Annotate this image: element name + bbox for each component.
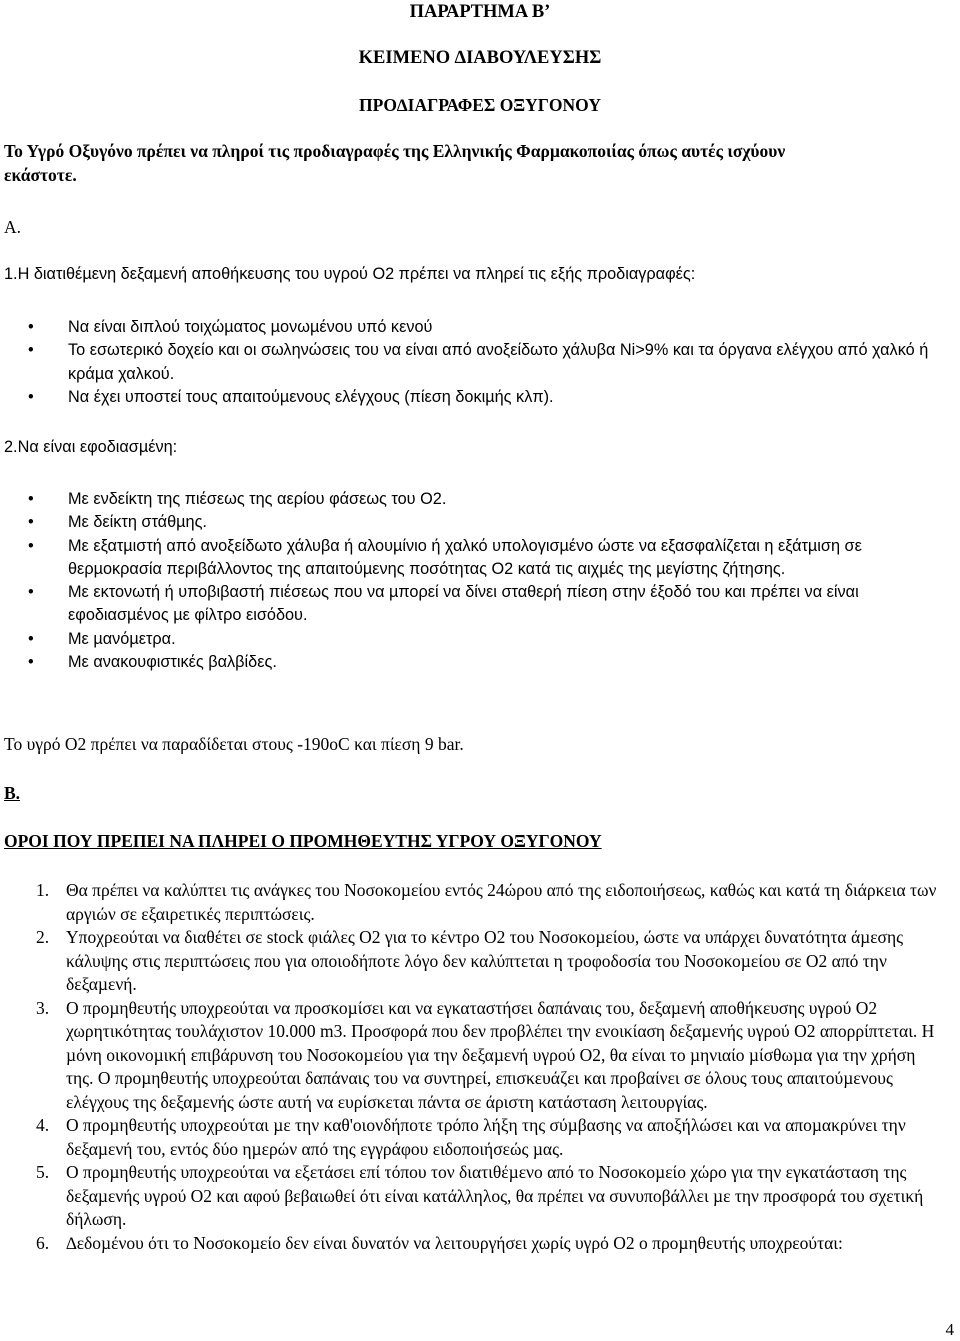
list-item: 4. Ο προµηθευτής υποχρεούται µε την καθ'οιονδήποτε τρόπο λήξη της σύµβασης να αποξήλώσει και να αποµακρύνει την δεξαµενή του, εντός δύο ηµερών από της εγγράφου ειδοποιήσεώς µας. (36, 1115, 906, 1159)
list-item: • Με ενδείκτη της πιέσεως της αερίου φάσεως του Ο2. (28, 488, 938, 511)
section-b-title: ΟΡΟΙ ΠΟΥ ΠΡΕΠΕΙ ΝΑ ΠΛΗΡΕΙ Ο ΠΡΟΜΗΘΕΥΤΗΣ ΥΓΡΟΥ ΟΞΥΓΟΝΟΥ (4, 831, 602, 851)
bullet-icon: • (28, 653, 34, 672)
bullet-icon: • (28, 318, 34, 336)
section-a-label: Α. (4, 217, 22, 237)
list-item: • Να είναι διπλού τοιχώµατος µονωµένου υπό κενού (28, 316, 938, 339)
document-title: ΚΕΙΜΕΝΟ ∆ΙΑΒΟΥΛΕΥΣΗΣ (358, 48, 602, 68)
list-item: 1. Θα πρέπει να καλύπτει τις ανάγκες του Νοσοκοµείου εντός 24ώρου από της ειδοποιήσεως, καθώς και κατά τη διάρκεια των αργιών σε εξαιρετικές περιπτώσεις. (36, 880, 937, 924)
list-item: • Με µανόµετρα. (28, 628, 938, 651)
section-b-label: Β. (4, 783, 21, 803)
list-item: 2. Υποχρεούται να διαθέτει σε stock φιάλες Ο2 για το κέντρο Ο2 του Νοσοκοµείου, ώστε να υπάρχει δυνατότητα άµεσης κάλυψης στις περιπτώσεις που για οποιοδήποτε λόγο δεν καλύπτεται η τροφοδοσία του Νοσοκοµείου σε Ο2 από την δεξαµενή. (36, 927, 904, 994)
bullet-icon: • (28, 629, 34, 648)
list-item: • Το εσωτερικό δοχείο και οι σωληνώσεις του να είναι από ανοξείδωτο χάλυβα Ni>9% και τα όργανα ελέγχου από χαλκό ή κράµα χαλκού. (28, 341, 929, 383)
bullet-icon: • (28, 583, 34, 602)
list-item: 3. Ο προµηθευτής υποχρεούται να προσκοµίσει και να εγκαταστήσει δαπάναις του, δεξαµενή αποθήκευσης υγρού Ο2 χωρητικότητας τουλάχιστον 10.000 m3. Προσφορά που δεν προβλέπει την ενοικίαση δεξαµενής υγρού Ο2 απορρίπτεται. Η µόνη οικονοµική επιβάρυνση του Νοσοκοµείου για την δεξαµενή υγρού Ο2, θα είναι το µηνιαίο µίσθωµα για την χρήση της. Ο προµηθευτής υποχρεούται δαπάναις του να συντηρεί, επισκευάζει και προβαίνει σε όλους τους απαιτούµενους ελέγχους της δεξαµενής ώστε αυτή να ευρίσκεται πάντα σε άριστη κατάσταση λειτουργίας. (36, 997, 935, 1112)
list-item: 5. Ο προµηθευτής υποχρεούται να εξετάσει επί τόπου τον διατιθέµενο από το Νοσοκοµείο χώρο για την εγκατάσταση της δεξαµενής υγρού Ο2 και αφού βεβαιωθεί ότι είναι κατάλληλος, θα πρέπει να συνυποβάλλει µε την προσφορά του σχετική δήλωση. (36, 1162, 924, 1229)
list-item: • Να έχει υποστεί τους απαιτούµενους ελέγχους (πίεση δοκιµής κλπ). (28, 386, 938, 409)
intro-line-2: εκάστοτε. (4, 165, 77, 185)
page-number: 4 (945, 1320, 954, 1339)
intro-line-1: Το Υγρό Οξυγόνο πρέπει να πληροί τις προδιαγραφές της Ελληνικής Φαρµακοποιίας όπως αυτές ισχύουν (4, 141, 786, 161)
bullet-icon: • (28, 341, 34, 360)
list-item: • Με εκτονωτή ή υποβιβαστή πιέσεως που να µπορεί να δίνει σταθερή πίεση στην έξοδό του και πρέπει να είναι εφοδιασµένος µε φίλτρο εισόδου. (28, 583, 859, 625)
list-item: • Με ανακουφιστικές βαλβίδες. (28, 651, 938, 674)
list-item: 6. ∆εδοµένου ότι το Νοσοκοµείο δεν είναι δυνατόν να λειτουργήσει χωρίς υγρό Ο2 ο προµηθευτής υποχρεούται: (36, 1232, 843, 1253)
item1-heading: 1.Η διατιθέµενη δεξαµενή αποθήκευσης του υγρού Ο2 πρέπει να πληρεί τις εξής προδιαγραφές: (4, 265, 696, 283)
bullet-icon: • (28, 513, 34, 532)
list-item: • Με εξατµιστή από ανοξείδωτο χάλυβα ή αλουµίνιο ή χαλκό υπολογισµένο ώστε να εξασφαλίζεται η εξάτµιση σε θερµοκρασία περιβάλλοντος της απαιτούµενης ποσότητας Ο2 κατά τις αιχµές της µεγίστης ζήτησης. (28, 536, 862, 578)
document-subtitle: ΠΡΟ∆ΙΑΓΡΑΦΕΣ ΟΞΥΓΟΝΟΥ (359, 95, 601, 115)
bullet-icon: • (28, 387, 34, 406)
item2-bullet-list (28, 488, 938, 674)
item1-bullet-list (28, 316, 938, 409)
list-item: • Με δείκτη στάθµης. (28, 511, 938, 534)
annex-heading: ΠΑΡΑΡΤΗΜΑ Β’ (409, 2, 551, 22)
item2-heading: 2.Να είναι εφοδιασµένη: (4, 438, 178, 456)
bullet-icon: • (28, 536, 34, 555)
conditions-list (36, 879, 940, 1255)
bullet-icon: • (28, 490, 34, 508)
delivery-statement: Το υγρό Ο2 πρέπει να παραδίδεται στους -190οC και πίεση 9 bar. (4, 734, 464, 754)
